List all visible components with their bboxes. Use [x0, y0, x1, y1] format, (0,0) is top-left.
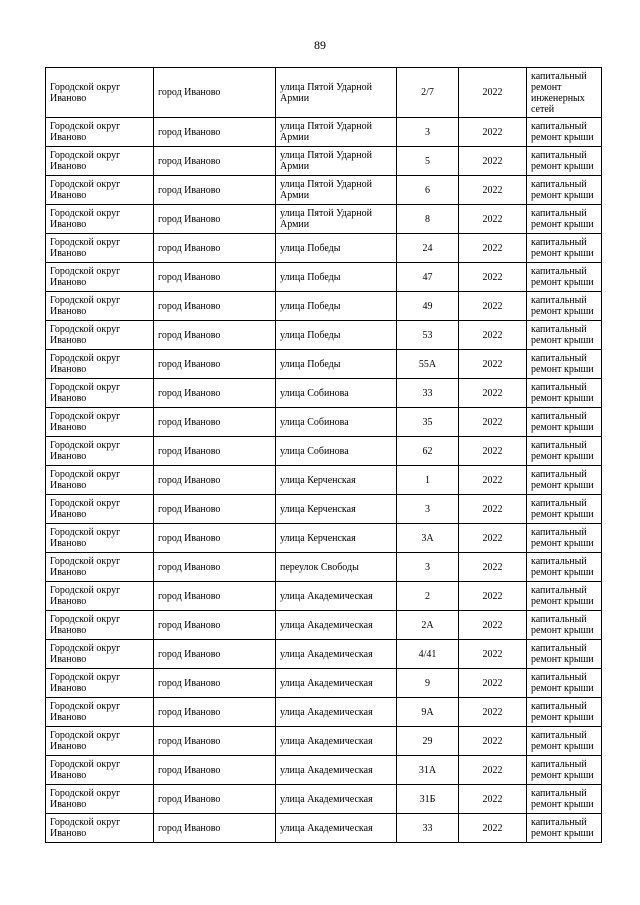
okrug-cell: Городской округ Иваново	[46, 756, 154, 785]
work-type-cell: капитальный ремонт крыши	[527, 118, 602, 147]
house-number-cell: 6	[397, 176, 459, 205]
work-type-cell: капитальный ремонт крыши	[527, 756, 602, 785]
work-type-cell: капитальный ремонт крыши	[527, 234, 602, 263]
city-cell: город Иваново	[154, 727, 276, 756]
okrug-cell: Городской округ Иваново	[46, 727, 154, 756]
work-type-cell: капитальный ремонт крыши	[527, 582, 602, 611]
city-cell: город Иваново	[154, 350, 276, 379]
okrug-cell: Городской округ Иваново	[46, 118, 154, 147]
street-cell: улица Собинова	[276, 437, 397, 466]
table-row	[46, 292, 602, 321]
work-type-cell: капитальный ремонт крыши	[527, 437, 602, 466]
table-row	[46, 524, 602, 553]
street-cell: улица Пятой Ударной Армии	[276, 118, 397, 147]
year-cell: 2022	[459, 176, 527, 205]
work-type-cell: капитальный ремонт крыши	[527, 176, 602, 205]
city-cell: город Иваново	[154, 321, 276, 350]
house-number-cell: 62	[397, 437, 459, 466]
work-type-cell: капитальный ремонт крыши	[527, 205, 602, 234]
table-row	[46, 147, 602, 176]
street-cell: улица Академическая	[276, 756, 397, 785]
city-cell: город Иваново	[154, 785, 276, 814]
house-number-cell: 33	[397, 379, 459, 408]
city-cell: город Иваново	[154, 611, 276, 640]
house-number-cell: 3	[397, 495, 459, 524]
work-type-cell: капитальный ремонт крыши	[527, 785, 602, 814]
year-cell: 2022	[459, 379, 527, 408]
okrug-cell: Городской округ Иваново	[46, 176, 154, 205]
work-type-cell: капитальный ремонт крыши	[527, 408, 602, 437]
work-type-cell: капитальный ремонт крыши	[527, 350, 602, 379]
city-cell: город Иваново	[154, 68, 276, 118]
city-cell: город Иваново	[154, 698, 276, 727]
city-cell: город Иваново	[154, 466, 276, 495]
okrug-cell: Городской округ Иваново	[46, 495, 154, 524]
house-number-cell: 2А	[397, 611, 459, 640]
table-row	[46, 553, 602, 582]
city-cell: город Иваново	[154, 669, 276, 698]
street-cell: улица Победы	[276, 263, 397, 292]
page-number: 89	[314, 38, 326, 52]
year-cell: 2022	[459, 727, 527, 756]
street-cell: улица Собинова	[276, 408, 397, 437]
street-cell: улица Победы	[276, 292, 397, 321]
house-number-cell: 55А	[397, 350, 459, 379]
okrug-cell: Городской округ Иваново	[46, 205, 154, 234]
street-cell: улица Пятой Ударной Армии	[276, 68, 397, 118]
work-type-cell: капитальный ремонт инженерных сетей	[527, 68, 602, 118]
registry-body	[46, 68, 602, 843]
city-cell: город Иваново	[154, 640, 276, 669]
table-row	[46, 263, 602, 292]
street-cell: переулок Свободы	[276, 553, 397, 582]
work-type-cell: капитальный ремонт крыши	[527, 698, 602, 727]
year-cell: 2022	[459, 611, 527, 640]
work-type-cell: капитальный ремонт крыши	[527, 321, 602, 350]
table-row	[46, 756, 602, 785]
year-cell: 2022	[459, 147, 527, 176]
year-cell: 2022	[459, 756, 527, 785]
house-number-cell: 4/41	[397, 640, 459, 669]
street-cell: улица Академическая	[276, 814, 397, 843]
house-number-cell: 8	[397, 205, 459, 234]
city-cell: город Иваново	[154, 379, 276, 408]
okrug-cell: Городской округ Иваново	[46, 611, 154, 640]
table-row	[46, 176, 602, 205]
house-number-cell: 3	[397, 118, 459, 147]
table-row	[46, 640, 602, 669]
okrug-cell: Городской округ Иваново	[46, 524, 154, 553]
city-cell: город Иваново	[154, 176, 276, 205]
house-number-cell: 35	[397, 408, 459, 437]
year-cell: 2022	[459, 234, 527, 263]
table-row	[46, 68, 602, 118]
work-type-cell: капитальный ремонт крыши	[527, 814, 602, 843]
okrug-cell: Городской округ Иваново	[46, 68, 154, 118]
street-cell: улица Керченская	[276, 495, 397, 524]
year-cell: 2022	[459, 321, 527, 350]
okrug-cell: Городской округ Иваново	[46, 640, 154, 669]
house-number-cell: 31Б	[397, 785, 459, 814]
okrug-cell: Городской округ Иваново	[46, 437, 154, 466]
city-cell: город Иваново	[154, 408, 276, 437]
table-row	[46, 495, 602, 524]
street-cell: улица Собинова	[276, 379, 397, 408]
table-row	[46, 669, 602, 698]
work-type-cell: капитальный ремонт крыши	[527, 292, 602, 321]
house-number-cell: 9А	[397, 698, 459, 727]
okrug-cell: Городской округ Иваново	[46, 466, 154, 495]
work-type-cell: капитальный ремонт крыши	[527, 640, 602, 669]
okrug-cell: Городской округ Иваново	[46, 582, 154, 611]
okrug-cell: Городской округ Иваново	[46, 408, 154, 437]
city-cell: город Иваново	[154, 205, 276, 234]
street-cell: улица Академическая	[276, 582, 397, 611]
house-number-cell: 53	[397, 321, 459, 350]
year-cell: 2022	[459, 524, 527, 553]
street-cell: улица Академическая	[276, 640, 397, 669]
city-cell: город Иваново	[154, 234, 276, 263]
city-cell: город Иваново	[154, 495, 276, 524]
city-cell: город Иваново	[154, 437, 276, 466]
city-cell: город Иваново	[154, 263, 276, 292]
year-cell: 2022	[459, 408, 527, 437]
house-number-cell: 29	[397, 727, 459, 756]
table-row	[46, 350, 602, 379]
year-cell: 2022	[459, 785, 527, 814]
street-cell: улица Победы	[276, 350, 397, 379]
okrug-cell: Городской округ Иваново	[46, 263, 154, 292]
street-cell: улица Академическая	[276, 727, 397, 756]
okrug-cell: Городской округ Иваново	[46, 321, 154, 350]
okrug-cell: Городской округ Иваново	[46, 553, 154, 582]
street-cell: улица Академическая	[276, 669, 397, 698]
street-cell: улица Академическая	[276, 698, 397, 727]
repair-registry-table	[45, 67, 602, 843]
table-row	[46, 727, 602, 756]
okrug-cell: Городской округ Иваново	[46, 350, 154, 379]
year-cell: 2022	[459, 292, 527, 321]
house-number-cell: 47	[397, 263, 459, 292]
city-cell: город Иваново	[154, 524, 276, 553]
table-row	[46, 321, 602, 350]
street-cell: улица Пятой Ударной Армии	[276, 147, 397, 176]
work-type-cell: капитальный ремонт крыши	[527, 147, 602, 176]
house-number-cell: 31А	[397, 756, 459, 785]
year-cell: 2022	[459, 698, 527, 727]
work-type-cell: капитальный ремонт крыши	[527, 611, 602, 640]
house-number-cell: 2	[397, 582, 459, 611]
street-cell: улица Академическая	[276, 785, 397, 814]
year-cell: 2022	[459, 640, 527, 669]
city-cell: город Иваново	[154, 582, 276, 611]
okrug-cell: Городской округ Иваново	[46, 379, 154, 408]
table-row	[46, 205, 602, 234]
table-row	[46, 234, 602, 263]
street-cell: улица Победы	[276, 234, 397, 263]
street-cell: улица Победы	[276, 321, 397, 350]
house-number-cell: 33	[397, 814, 459, 843]
table-row	[46, 698, 602, 727]
street-cell: улица Керченская	[276, 524, 397, 553]
year-cell: 2022	[459, 553, 527, 582]
year-cell: 2022	[459, 68, 527, 118]
okrug-cell: Городской округ Иваново	[46, 785, 154, 814]
year-cell: 2022	[459, 669, 527, 698]
house-number-cell: 5	[397, 147, 459, 176]
table-row	[46, 582, 602, 611]
okrug-cell: Городской округ Иваново	[46, 292, 154, 321]
street-cell: улица Пятой Ударной Армии	[276, 205, 397, 234]
table-row	[46, 466, 602, 495]
work-type-cell: капитальный ремонт крыши	[527, 669, 602, 698]
work-type-cell: капитальный ремонт крыши	[527, 466, 602, 495]
year-cell: 2022	[459, 437, 527, 466]
okrug-cell: Городской округ Иваново	[46, 147, 154, 176]
table-row	[46, 611, 602, 640]
work-type-cell: капитальный ремонт крыши	[527, 727, 602, 756]
year-cell: 2022	[459, 814, 527, 843]
work-type-cell: капитальный ремонт крыши	[527, 524, 602, 553]
okrug-cell: Городской округ Иваново	[46, 698, 154, 727]
city-cell: город Иваново	[154, 814, 276, 843]
table-row	[46, 118, 602, 147]
year-cell: 2022	[459, 118, 527, 147]
house-number-cell: 3А	[397, 524, 459, 553]
table-row	[46, 379, 602, 408]
street-cell: улица Керченская	[276, 466, 397, 495]
city-cell: город Иваново	[154, 292, 276, 321]
city-cell: город Иваново	[154, 147, 276, 176]
okrug-cell: Городской округ Иваново	[46, 669, 154, 698]
house-number-cell: 24	[397, 234, 459, 263]
work-type-cell: капитальный ремонт крыши	[527, 495, 602, 524]
house-number-cell: 49	[397, 292, 459, 321]
work-type-cell: капитальный ремонт крыши	[527, 379, 602, 408]
house-number-cell: 3	[397, 553, 459, 582]
year-cell: 2022	[459, 205, 527, 234]
okrug-cell: Городской округ Иваново	[46, 814, 154, 843]
work-type-cell: капитальный ремонт крыши	[527, 553, 602, 582]
house-number-cell: 1	[397, 466, 459, 495]
year-cell: 2022	[459, 495, 527, 524]
city-cell: город Иваново	[154, 118, 276, 147]
city-cell: город Иваново	[154, 553, 276, 582]
city-cell: город Иваново	[154, 756, 276, 785]
street-cell: улица Пятой Ударной Армии	[276, 176, 397, 205]
house-number-cell: 2/7	[397, 68, 459, 118]
year-cell: 2022	[459, 350, 527, 379]
year-cell: 2022	[459, 466, 527, 495]
street-cell: улица Академическая	[276, 611, 397, 640]
table-row	[46, 814, 602, 843]
house-number-cell: 9	[397, 669, 459, 698]
year-cell: 2022	[459, 582, 527, 611]
okrug-cell: Городской округ Иваново	[46, 234, 154, 263]
table-row	[46, 785, 602, 814]
year-cell: 2022	[459, 263, 527, 292]
work-type-cell: капитальный ремонт крыши	[527, 263, 602, 292]
table-row	[46, 437, 602, 466]
table-row	[46, 408, 602, 437]
